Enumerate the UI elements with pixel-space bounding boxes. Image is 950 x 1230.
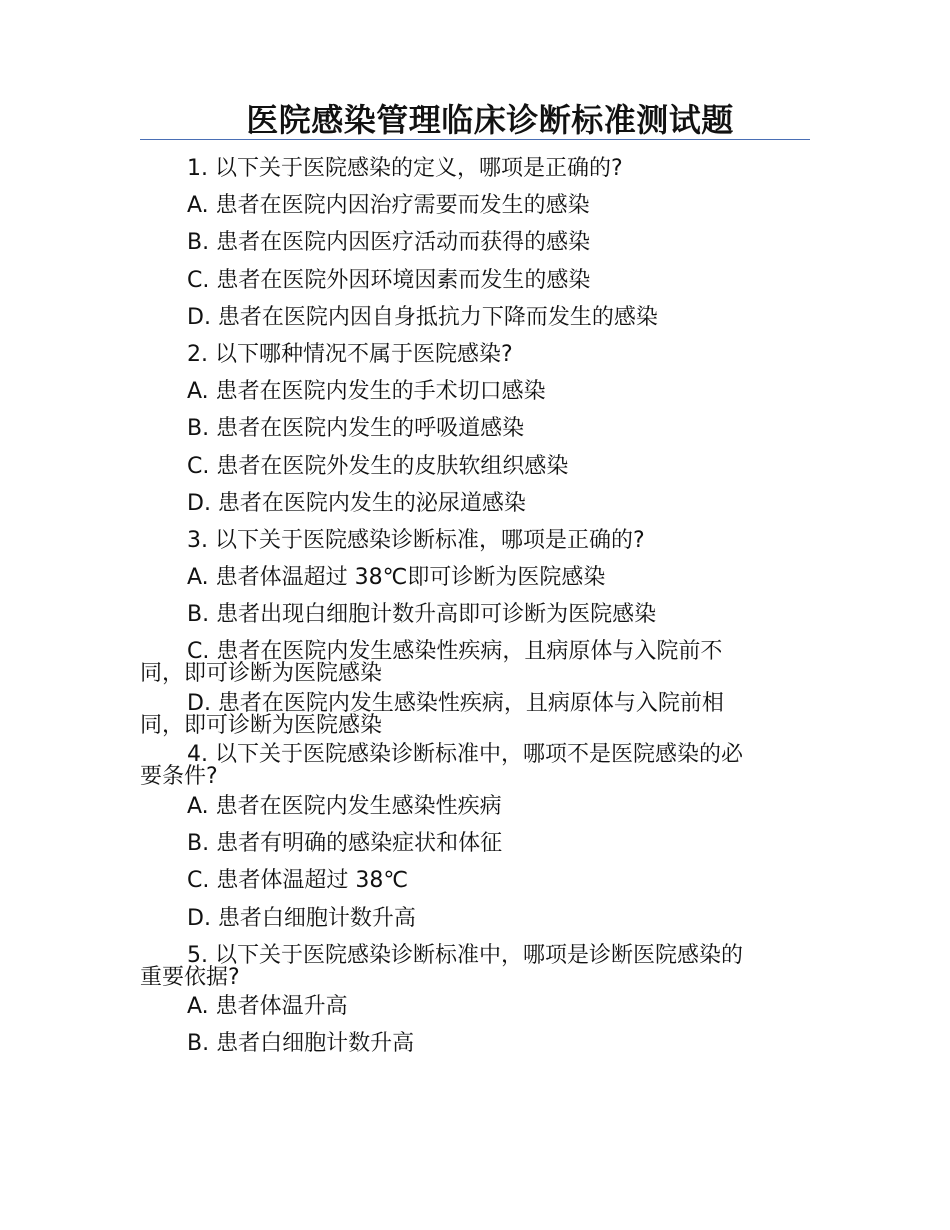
option-3c-line1: C. 患者在医院内发生感染性疾病，且病原体与入院前不 [187, 639, 723, 665]
question-3: 3. 以下关于医院感染诊断标准，哪项是正确的? [187, 527, 645, 553]
question-4-line2: 要条件? [140, 764, 218, 790]
option-1c: C. 患者在医院外因环境因素而发生的感染 [187, 267, 591, 293]
question-5-line2: 重要依据? [140, 964, 240, 990]
option-3b: B. 患者出现白细胞计数升高即可诊断为医院感染 [187, 602, 657, 628]
option-3c [140, 633, 810, 685]
option-4d: D. 患者白细胞计数升高 [187, 905, 416, 931]
option-2b: B. 患者在医院内发生的呼吸道感染 [187, 416, 525, 442]
option-2d: D. 患者在医院内发生的泌尿道感染 [187, 490, 526, 516]
option-5b: B. 患者白细胞计数升高 [187, 1031, 415, 1057]
option-1b: B. 患者在医院内因医疗活动而获得的感染 [187, 230, 591, 256]
option-4a: A. 患者在医院内发生感染性疾病 [187, 793, 502, 819]
option-4b: B. 患者有明确的感染症状和体征 [187, 831, 503, 857]
option-5a: A. 患者体温升高 [187, 994, 348, 1020]
option-4c: C. 患者体温超过 38℃ [187, 868, 409, 894]
option-3d-line1: D. 患者在医院内发生感染性疾病，且病原体与入院前相 [187, 690, 724, 716]
question-4 [140, 736, 810, 788]
question-4-line1: 4. 以下关于医院感染诊断标准中，哪项不是医院感染的必 [187, 742, 743, 768]
title-underline [140, 139, 810, 140]
option-1a: A. 患者在医院内因治疗需要而发生的感染 [187, 193, 590, 219]
question-1: 1. 以下关于医院感染的定义，哪项是正确的? [187, 156, 623, 181]
question-list [140, 150, 810, 1063]
option-1d: D. 患者在医院内因自身抵抗力下降而发生的感染 [187, 304, 658, 330]
option-2c: C. 患者在医院外发生的皮肤软组织感染 [187, 453, 569, 479]
option-3a: A. 患者体温超过 38℃即可诊断为医院感染 [187, 565, 606, 591]
question-5 [140, 937, 810, 989]
option-3d-line2: 同，即可诊断为医院感染 [140, 712, 383, 738]
option-2a: A. 患者在医院内发生的手术切口感染 [187, 379, 546, 405]
page-title: 医院感染管理临床诊断标准测试题 [246, 101, 734, 139]
question-2: 2. 以下哪种情况不属于医院感染? [187, 341, 513, 367]
option-3c-line2: 同，即可诊断为医院感染 [140, 661, 383, 687]
question-5-line1: 5. 以下关于医院感染诊断标准中，哪项是诊断医院感染的 [187, 942, 743, 968]
option-3d [140, 685, 810, 737]
